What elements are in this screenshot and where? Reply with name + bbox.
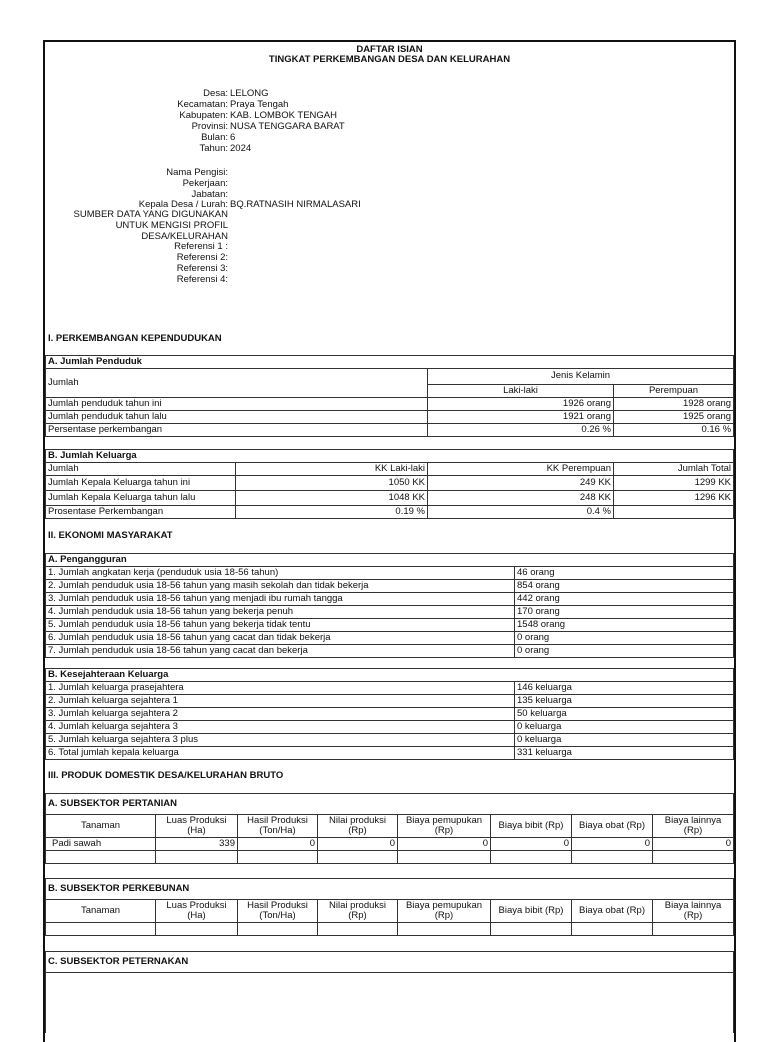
table-title: C. SUBSEKTOR PETERNAKAN — [46, 952, 734, 973]
col-header: Jumlah Total — [614, 463, 734, 476]
table-title: B. Jumlah Keluarga — [46, 450, 734, 463]
cell-value: 0 — [653, 838, 734, 851]
col-header: Nilai produksi (Rp) — [318, 900, 398, 923]
cell-value: 135 keluarga — [515, 695, 734, 708]
table-row — [46, 398, 734, 411]
section-heading: III. PRODUK DOMESTIK DESA/KELURAHAN BRUTO — [48, 770, 284, 781]
cell-value: 0.4 % — [428, 506, 614, 519]
table-title-row — [46, 554, 734, 567]
document-frame — [43, 40, 736, 1042]
source-line: DESA/KELURAHAN — [141, 231, 228, 242]
empty-cell — [653, 923, 734, 936]
perkebunan-table — [45, 878, 734, 936]
row-label: 1. Jumlah angkatan kerja (penduduk usia 18-56 tahun) — [46, 567, 515, 580]
table-row — [46, 491, 734, 506]
cell-value: 0 — [238, 838, 318, 851]
empty-cell — [238, 851, 318, 864]
source-line: SUMBER DATA YANG DIGUNAKAN — [73, 209, 228, 220]
filler-label: Nama Pengisi: — [166, 167, 228, 178]
col-header: Hasil Produksi (Ton/Ha) — [238, 815, 318, 838]
cell-value: 50 keluarga — [515, 708, 734, 721]
cell-value: 170 orang — [515, 606, 734, 619]
table-row — [46, 851, 734, 864]
cell-value: 0 keluarga — [515, 734, 734, 747]
row-label: 6. Total jumlah kepala keluarga — [46, 747, 515, 760]
table-title-row — [46, 450, 734, 463]
table-title: A. Jumlah Penduduk — [46, 356, 734, 369]
identity-row — [45, 89, 734, 100]
peternakan-table — [45, 951, 734, 1033]
cell-value: 339 — [156, 838, 238, 851]
table-title: B. Kesejahteraan Keluarga — [46, 669, 734, 682]
reference-line: Referensi 1 : — [174, 241, 228, 252]
table-row — [46, 619, 734, 632]
cell-value: 1925 orang — [614, 411, 734, 424]
cell-value: 0.19 % — [236, 506, 428, 519]
filler-label: Jabatan: — [191, 189, 228, 200]
cell-value: 0 orang — [515, 645, 734, 658]
col-header: Biaya obat (Rp) — [572, 900, 653, 923]
identity-row — [45, 144, 734, 155]
identity-value: 6 — [230, 132, 236, 143]
col-header: Nilai produksi (Rp) — [318, 815, 398, 838]
col-header: Jumlah — [46, 369, 428, 398]
empty-cell — [572, 923, 653, 936]
table-row — [46, 708, 734, 721]
cell-value: 0 — [318, 838, 398, 851]
col-header: Biaya pemupukan (Rp) — [398, 900, 491, 923]
col-header: Luas Produksi (Ha) — [156, 815, 238, 838]
identity-value: 2024 — [230, 143, 252, 154]
row-label: 4. Jumlah keluarga sejahtera 3 — [46, 721, 515, 734]
row-label: Jumlah Kepala Keluarga tahun lalu — [46, 491, 236, 506]
col-header: Jumlah — [46, 463, 236, 476]
col-header: Hasil Produksi (Ton/Ha) — [238, 900, 318, 923]
table-row — [46, 606, 734, 619]
section-heading: II. EKONOMI MASYARAKAT — [48, 530, 173, 541]
table-row — [46, 567, 734, 580]
cell-value: 0 — [491, 838, 572, 851]
table-header-row — [46, 815, 734, 838]
row-label: Jumlah Kepala Keluarga tahun ini — [46, 476, 236, 491]
empty-cell — [398, 923, 491, 936]
identity-row — [45, 133, 734, 144]
cell-value: 0.16 % — [614, 424, 734, 437]
identity-value: LELONG — [230, 88, 269, 99]
doc-subtitle: TINGKAT PERKEMBANGAN DESA DAN KELURAHAN — [268, 54, 511, 65]
table-title: A. Pengangguran — [46, 554, 734, 567]
row-label: 7. Jumlah penduduk usia 18-56 tahun yang cacat dan bekerja — [46, 645, 515, 658]
identity-label: Kabupaten: — [179, 110, 228, 121]
identity-label: Bulan: — [201, 132, 228, 143]
col-header: KK Perempuan — [428, 463, 614, 476]
doc-title: DAFTAR ISIAN — [356, 44, 423, 55]
col-header: Biaya bibit (Rp) — [491, 900, 572, 923]
col-header: Biaya pemupukan (Rp) — [398, 815, 491, 838]
table-row — [46, 734, 734, 747]
col-header: Biaya lainnya (Rp) — [653, 900, 734, 923]
table-row — [46, 721, 734, 734]
table-row — [46, 838, 734, 851]
pertanian-table — [45, 793, 734, 864]
col-header: Luas Produksi (Ha) — [156, 900, 238, 923]
col-header: Biaya lainnya (Rp) — [653, 815, 734, 838]
empty-cell — [572, 851, 653, 864]
filler-label: Pekerjaan: — [182, 178, 228, 189]
reference-line: Referensi 3: — [176, 263, 228, 274]
identity-row — [45, 122, 734, 133]
table-row — [46, 747, 734, 760]
empty-cell — [46, 851, 156, 864]
table-row — [46, 695, 734, 708]
empty-cell — [491, 923, 572, 936]
row-label: Jumlah penduduk tahun ini — [46, 398, 428, 411]
table-title-row — [46, 356, 734, 369]
cell-value: 1299 KK — [614, 476, 734, 491]
row-label: 3. Jumlah keluarga sejahtera 2 — [46, 708, 515, 721]
cell-value: 1928 orang — [614, 398, 734, 411]
cell-value: 0 keluarga — [515, 721, 734, 734]
table-title-row — [46, 952, 734, 973]
col-header: Biaya bibit (Rp) — [491, 815, 572, 838]
col-header: KK Laki-laki — [236, 463, 428, 476]
table-row — [46, 645, 734, 658]
table-header-row — [46, 900, 734, 923]
cell-value: 249 KK — [428, 476, 614, 491]
identity-value: KAB. LOMBOK TENGAH — [230, 110, 337, 121]
identity-label: Provinsi: — [191, 121, 228, 132]
cell-value: 1296 KK — [614, 491, 734, 506]
row-label: Prosentase Perkembangan — [46, 506, 236, 519]
table-title: B. SUBSEKTOR PERKEBUNAN — [46, 879, 734, 900]
empty-cell — [238, 923, 318, 936]
table-row — [46, 923, 734, 936]
empty-cell — [318, 923, 398, 936]
col-header: Tanaman — [46, 900, 156, 923]
empty-cell — [653, 851, 734, 864]
table-header-row — [46, 369, 734, 385]
row-label: Jumlah penduduk tahun lalu — [46, 411, 428, 424]
filler-label: Kepala Desa / Lurah: — [138, 199, 228, 210]
row-label: 5. Jumlah penduduk usia 18-56 tahun yang bekerja tidak tentu — [46, 619, 515, 632]
table-row — [46, 424, 734, 437]
table-row — [46, 580, 734, 593]
cell-value: 1926 orang — [428, 398, 614, 411]
col-header: Perempuan — [614, 385, 734, 398]
cell-value: 0.26 % — [428, 424, 614, 437]
row-label: 2. Jumlah keluarga sejahtera 1 — [46, 695, 515, 708]
col-header: Laki-laki — [428, 385, 614, 398]
identity-row — [45, 111, 734, 122]
cell-value: 1921 orang — [428, 411, 614, 424]
table-title: A. SUBSEKTOR PERTANIAN — [46, 794, 734, 815]
identity-value: Praya Tengah — [230, 99, 289, 110]
identity-label: Desa: — [203, 88, 228, 99]
reference-line: Referensi 2: — [176, 252, 228, 263]
reference-line: Referensi 4: — [176, 274, 228, 285]
empty-cell — [46, 923, 156, 936]
table-row — [46, 632, 734, 645]
table-title-row — [46, 669, 734, 682]
row-label: 4. Jumlah penduduk usia 18-56 tahun yang bekerja penuh — [46, 606, 515, 619]
table-row — [46, 506, 734, 519]
source-line: UNTUK MENGISI PROFIL — [115, 220, 228, 231]
table-row — [46, 476, 734, 491]
pengangguran-table — [45, 553, 734, 658]
row-label: Persentase perkembangan — [46, 424, 428, 437]
identity-row — [45, 100, 734, 111]
row-label: Padi sawah — [46, 838, 156, 851]
identity-label: Kecamatan: — [177, 99, 228, 110]
cell-value: 1048 KK — [236, 491, 428, 506]
table-title-row — [46, 794, 734, 815]
cell-value: 0 — [572, 838, 653, 851]
filler-row — [45, 179, 734, 190]
empty-cell — [156, 923, 238, 936]
filler-row — [45, 168, 734, 179]
empty-cell — [156, 851, 238, 864]
jumlah-penduduk-table — [45, 355, 734, 437]
col-header: Jenis Kelamin — [428, 369, 734, 385]
kesejahteraan-table — [45, 668, 734, 760]
cell-value: 0 — [398, 838, 491, 851]
row-label: 2. Jumlah penduduk usia 18-56 tahun yang masih sekolah dan tidak bekerja — [46, 580, 515, 593]
cell-value: 331 keluarga — [515, 747, 734, 760]
empty-cell — [491, 851, 572, 864]
cell-value: 46 orang — [515, 567, 734, 580]
cell-value: 248 KK — [428, 491, 614, 506]
row-label: 5. Jumlah keluarga sejahtera 3 plus — [46, 734, 515, 747]
col-header: Tanaman — [46, 815, 156, 838]
table-header-row — [46, 463, 734, 476]
table-title-row — [46, 879, 734, 900]
identity-label: Tahun: — [199, 143, 228, 154]
cell-value — [614, 506, 734, 519]
table-row — [46, 411, 734, 424]
cell-value: 854 orang — [515, 580, 734, 593]
empty-cell — [398, 851, 491, 864]
row-label: 3. Jumlah penduduk usia 18-56 tahun yang menjadi ibu rumah tangga — [46, 593, 515, 606]
cell-value: 1050 KK — [236, 476, 428, 491]
table-row — [46, 682, 734, 695]
cell-value: 0 orang — [515, 632, 734, 645]
cell-value: 146 keluarga — [515, 682, 734, 695]
section-heading: I. PERKEMBANGAN KEPENDUDUKAN — [48, 333, 222, 344]
empty-cell — [318, 851, 398, 864]
row-label: 6. Jumlah penduduk usia 18-56 tahun yang cacat dan tidak bekerja — [46, 632, 515, 645]
filler-value: BQ.RATNASIH NIRMALASARI — [230, 199, 361, 210]
row-label: 1. Jumlah keluarga prasejahtera — [46, 682, 515, 695]
table-row — [46, 593, 734, 606]
cell-value: 1548 orang — [515, 619, 734, 632]
cell-value: 442 orang — [515, 593, 734, 606]
jumlah-keluarga-table — [45, 449, 734, 519]
identity-value: NUSA TENGGARA BARAT — [230, 121, 345, 132]
col-header: Biaya obat (Rp) — [572, 815, 653, 838]
